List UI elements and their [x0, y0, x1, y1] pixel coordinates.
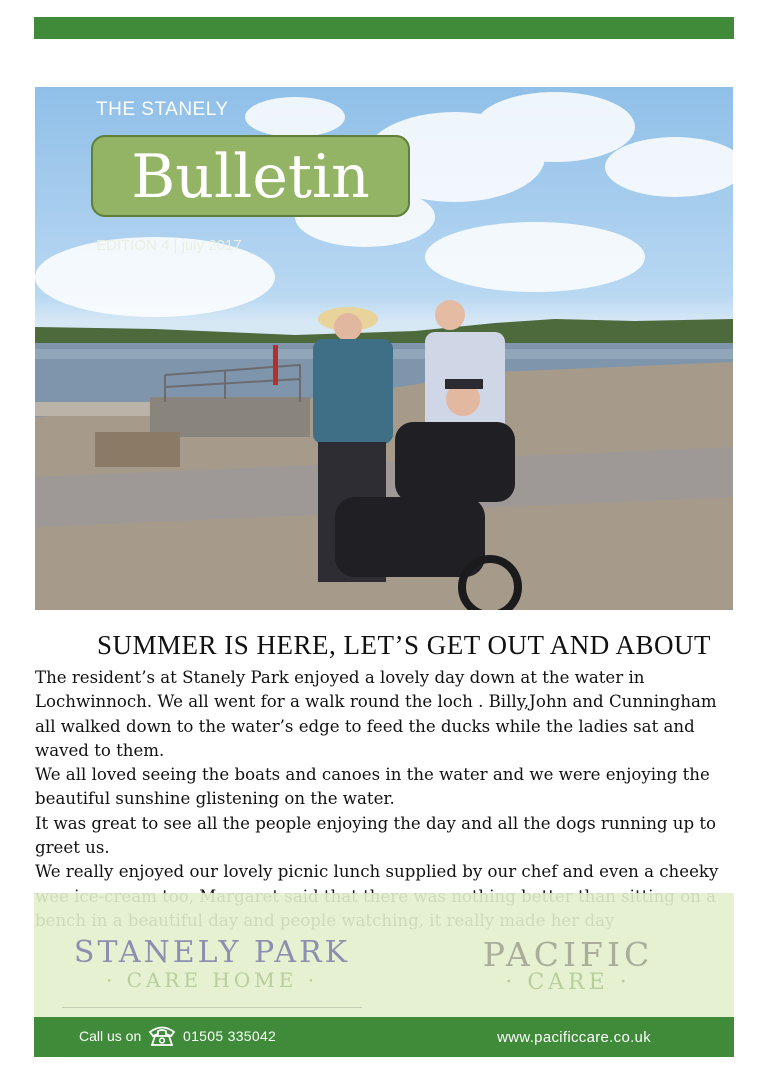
call-label: Call us on [79, 1028, 142, 1044]
pacific-care-logo [470, 935, 666, 995]
article-paragraph: We all loved seeing the boats and canoes in the water and we were enjoying the beautiful sunshine glistening on the water. [35, 765, 710, 809]
article-paragraph: The resident’s at Stanely Park enjoyed a lovely day down at the water in Lochwinnoch. We all went for a walk round the loch . Billy,John and Cunningham all walked down to the water’s edge to feed the ducks while the ladies sat and waved to them. [35, 668, 717, 760]
footer-divider [62, 1007, 362, 1008]
pacific-logo-name: PACIFIC [482, 935, 654, 974]
telephone-icon [147, 1024, 177, 1053]
phone-number[interactable]: 01505 335042 [183, 1028, 277, 1044]
masthead-kicker: THE STANELY [96, 99, 229, 120]
cover-photo [35, 87, 733, 610]
stanely-park-logo [62, 935, 362, 992]
article-paragraph: We really enjoyed our lovely picnic lunch supplied by our chef and even a cheeky [35, 862, 719, 882]
pacific-logo-sub: · CARE · [505, 970, 631, 995]
contact-bar [34, 1017, 734, 1057]
stanely-logo-name: STANELY PARK [73, 935, 351, 970]
article-paragraph: It was great to see all the people enjoying the day and all the dogs running up to greet us. [35, 813, 717, 858]
website-link[interactable]: www.pacificcare.co.uk [497, 1029, 651, 1046]
masthead-banner [91, 135, 410, 217]
top-green-bar [34, 17, 734, 39]
masthead-title: Bulletin [131, 142, 370, 212]
stanely-logo-sub: · CARE HOME · [105, 968, 319, 992]
article-headline: SUMMER IS HERE, LET’S GET OUT AND ABOUT [97, 630, 712, 660]
edition-label: EDITION 4 | july 2017 [96, 237, 242, 254]
